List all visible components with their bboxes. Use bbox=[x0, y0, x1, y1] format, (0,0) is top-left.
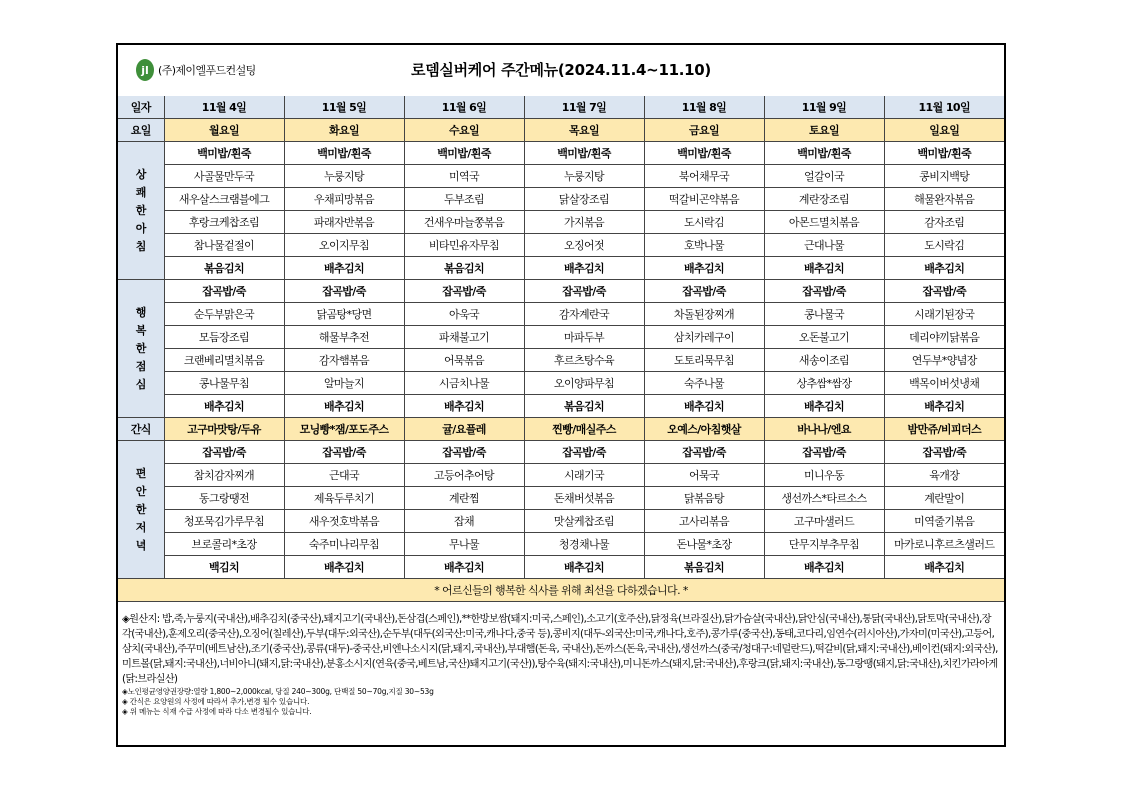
meal-label-char: 점 bbox=[135, 359, 146, 373]
menu-item-cell: 돈채버섯볶음 bbox=[524, 487, 644, 510]
snack-note: ◈ 간식은 요양원의 사정에 따라서 추가,변경 될수 있습니다. bbox=[122, 697, 310, 706]
menu-item-cell: 닭살장조림 bbox=[524, 188, 644, 211]
lunch-row bbox=[118, 395, 1004, 418]
weekday-row bbox=[118, 119, 1004, 142]
menu-item-cell: 잡곡밥/죽 bbox=[404, 280, 524, 303]
menu-item-cell: 도시락김 bbox=[644, 211, 764, 234]
meal-label-char: 심 bbox=[135, 377, 146, 391]
menu-item-cell: 볶음김치 bbox=[644, 556, 764, 579]
menu-item-cell: 근대나물 bbox=[764, 234, 884, 257]
menu-item-cell: 잡곡밥/죽 bbox=[164, 441, 284, 464]
menu-item-cell: 배추김치 bbox=[884, 395, 1004, 418]
menu-item-cell: 단무지부추무침 bbox=[764, 533, 884, 556]
footer-notes bbox=[118, 606, 1004, 745]
dinner-row bbox=[118, 487, 1004, 510]
menu-item-cell: 건새우마늘쫑볶음 bbox=[404, 211, 524, 234]
menu-item-cell: 청경채나물 bbox=[524, 533, 644, 556]
weekday-cell: 화요일 bbox=[284, 119, 404, 142]
menu-item-cell: 파채불고기 bbox=[404, 326, 524, 349]
date-cell: 11월 6일 bbox=[404, 96, 524, 119]
weekday-cell: 목요일 bbox=[524, 119, 644, 142]
menu-item-cell: 연두부*양념장 bbox=[884, 349, 1004, 372]
menu-item-cell: 미니우동 bbox=[764, 464, 884, 487]
snack-cell: 귤/요플레 bbox=[404, 418, 524, 441]
menu-change-note: ◈ 위 메뉴는 식재 수급 사정에 따라 다소 변경될수 있습니다. bbox=[122, 707, 312, 716]
jl-logo-icon: jl bbox=[136, 59, 154, 81]
menu-item-cell: 백미밥/흰죽 bbox=[524, 142, 644, 165]
menu-item-cell: 잡곡밥/죽 bbox=[524, 441, 644, 464]
menu-item-cell: 파래자반볶음 bbox=[284, 211, 404, 234]
dinner-row bbox=[118, 533, 1004, 556]
menu-item-cell: 잡곡밥/죽 bbox=[524, 280, 644, 303]
menu-item-cell: 우채피망볶음 bbox=[284, 188, 404, 211]
menu-item-cell: 제육두루치기 bbox=[284, 487, 404, 510]
menu-item-cell: 배추김치 bbox=[644, 395, 764, 418]
menu-item-cell: 후르츠탕수육 bbox=[524, 349, 644, 372]
breakfast-row bbox=[118, 257, 1004, 280]
snack-cell: 찐빵/매실주스 bbox=[524, 418, 644, 441]
meal-label-char: 한 bbox=[135, 502, 146, 516]
menu-item-cell: 떡갈비곤약볶음 bbox=[644, 188, 764, 211]
meal-label-char: 편 bbox=[135, 466, 146, 480]
menu-item-cell: 삼치카레구이 bbox=[644, 326, 764, 349]
menu-item-cell: 오이지무침 bbox=[284, 234, 404, 257]
menu-item-cell: 백김치 bbox=[164, 556, 284, 579]
menu-item-cell: 미역줄기볶음 bbox=[884, 510, 1004, 533]
menu-item-cell: 미역국 bbox=[404, 165, 524, 188]
menu-item-cell: 볶음김치 bbox=[404, 257, 524, 280]
menu-item-cell: 상추쌈*쌈장 bbox=[764, 372, 884, 395]
menu-item-cell: 얼갈이국 bbox=[764, 165, 884, 188]
menu-sheet bbox=[116, 43, 1006, 747]
menu-item-cell: 맛살케찹조림 bbox=[524, 510, 644, 533]
menu-item-cell: 배추김치 bbox=[404, 395, 524, 418]
dinner-row bbox=[118, 441, 1004, 464]
menu-item-cell: 고구마샐러드 bbox=[764, 510, 884, 533]
menu-item-cell: 콩비지백탕 bbox=[884, 165, 1004, 188]
meal-label-char: 한 bbox=[135, 341, 146, 355]
weekday-cell: 월요일 bbox=[164, 119, 284, 142]
weekday-cell: 금요일 bbox=[644, 119, 764, 142]
snack-cell: 오예스/아침햇살 bbox=[644, 418, 764, 441]
menu-item-cell: 잡곡밥/죽 bbox=[644, 280, 764, 303]
menu-item-cell: 배추김치 bbox=[284, 395, 404, 418]
menu-item-cell: 숙주미나리무침 bbox=[284, 533, 404, 556]
lunch-row bbox=[118, 349, 1004, 372]
menu-item-cell: 볶음김치 bbox=[524, 395, 644, 418]
lunch-label bbox=[118, 280, 164, 418]
menu-item-cell: 배추김치 bbox=[284, 257, 404, 280]
menu-item-cell: 북어채무국 bbox=[644, 165, 764, 188]
menu-item-cell: 모듬장조림 bbox=[164, 326, 284, 349]
meal-label-char: 쾌 bbox=[135, 185, 146, 199]
menu-item-cell: 가지볶음 bbox=[524, 211, 644, 234]
menu-item-cell: 어묵국 bbox=[644, 464, 764, 487]
menu-item-cell: 잡곡밥/죽 bbox=[404, 441, 524, 464]
weekly-menu-table bbox=[118, 96, 1004, 602]
menu-item-cell: 비타민유자무침 bbox=[404, 234, 524, 257]
menu-item-cell: 호박나물 bbox=[644, 234, 764, 257]
menu-item-cell: 마카로니후르츠샐러드 bbox=[884, 533, 1004, 556]
snack-cell: 밤만쥬/비피더스 bbox=[884, 418, 1004, 441]
menu-item-cell: 사골물만두국 bbox=[164, 165, 284, 188]
meal-label-char: 복 bbox=[135, 323, 146, 337]
dinner-row bbox=[118, 510, 1004, 533]
menu-item-cell: 근대국 bbox=[284, 464, 404, 487]
menu-item-cell: 콩나물무침 bbox=[164, 372, 284, 395]
date-cell: 11월 5일 bbox=[284, 96, 404, 119]
menu-item-cell: 브로콜리*초장 bbox=[164, 533, 284, 556]
menu-item-cell: 도시락김 bbox=[884, 234, 1004, 257]
menu-item-cell: 계란찜 bbox=[404, 487, 524, 510]
date-cell: 11월 7일 bbox=[524, 96, 644, 119]
menu-item-cell: 잡곡밥/죽 bbox=[884, 441, 1004, 464]
menu-item-cell: 후랑크케찹조림 bbox=[164, 211, 284, 234]
date-label: 일자 bbox=[118, 96, 164, 119]
menu-item-cell: 감자조림 bbox=[884, 211, 1004, 234]
weekday-cell: 일요일 bbox=[884, 119, 1004, 142]
dinner-label bbox=[118, 441, 164, 579]
menu-item-cell: 백미밥/흰죽 bbox=[404, 142, 524, 165]
meal-label-char: 저 bbox=[135, 520, 146, 534]
weekday-label: 요일 bbox=[118, 119, 164, 142]
menu-item-cell: 누룽지탕 bbox=[284, 165, 404, 188]
menu-item-cell: 백미밥/흰죽 bbox=[884, 142, 1004, 165]
lunch-row bbox=[118, 372, 1004, 395]
menu-item-cell: 새송이조림 bbox=[764, 349, 884, 372]
menu-item-cell: 해물부추전 bbox=[284, 326, 404, 349]
menu-item-cell: 백미밥/흰죽 bbox=[164, 142, 284, 165]
menu-item-cell: 오이양파무침 bbox=[524, 372, 644, 395]
menu-item-cell: 잡곡밥/죽 bbox=[884, 280, 1004, 303]
menu-item-cell: 데리야끼닭볶음 bbox=[884, 326, 1004, 349]
weekday-cell: 토요일 bbox=[764, 119, 884, 142]
menu-item-cell: 배추김치 bbox=[884, 556, 1004, 579]
meal-label-char: 아 bbox=[135, 221, 146, 235]
menu-item-cell: 오돈불고기 bbox=[764, 326, 884, 349]
meal-label-char: 안 bbox=[135, 484, 146, 498]
date-row bbox=[118, 96, 1004, 119]
breakfast-row bbox=[118, 211, 1004, 234]
menu-item-cell: 차돌된장찌개 bbox=[644, 303, 764, 326]
menu-item-cell: 잡곡밥/죽 bbox=[284, 441, 404, 464]
menu-item-cell: 백미밥/흰죽 bbox=[764, 142, 884, 165]
menu-item-cell: 무나물 bbox=[404, 533, 524, 556]
menu-item-cell: 아몬드멸치볶음 bbox=[764, 211, 884, 234]
menu-item-cell: 배추김치 bbox=[644, 257, 764, 280]
weekday-cell: 수요일 bbox=[404, 119, 524, 142]
menu-item-cell: 고등어추어탕 bbox=[404, 464, 524, 487]
company-name: (주)제이엘푸드컨설팅 bbox=[158, 64, 256, 77]
header bbox=[118, 45, 1004, 97]
menu-item-cell: 감자햄볶음 bbox=[284, 349, 404, 372]
menu-item-cell: 배추김치 bbox=[764, 556, 884, 579]
menu-item-cell: 잡곡밥/죽 bbox=[284, 280, 404, 303]
menu-item-cell: 알마늘지 bbox=[284, 372, 404, 395]
snack-row bbox=[118, 418, 1004, 441]
breakfast-label bbox=[118, 142, 164, 280]
snack-cell: 고구마맛탕/두유 bbox=[164, 418, 284, 441]
date-cell: 11월 9일 bbox=[764, 96, 884, 119]
menu-item-cell: 배추김치 bbox=[764, 395, 884, 418]
menu-item-cell: 시래기국 bbox=[524, 464, 644, 487]
origin-info: ◈원산지: 밥,죽,누룽지(국내산),배추김치(중국산),돼지고기(국내산),돈삼겹(스페인),**한방보쌈(돼지:미국,스페인),소고기(호주산),닭정육(브라질산),닭가슴살(국내산),닭안심(국내산),통닭(국내산),닭토막(국내산),장각(국내산),훈제오리(중국산),오징어(칠레산),두부(대두:외국산),순두부(대두(외국산:미국,캐나다,중국 등),콩비지(대두-외국산:미국,캐나다,호주),콩가루(중국산),동태,코다리,임연수(러시아산),가자미(미국산),고등어,삼치(국내산),주꾸미(베트남산),조기(중국산),콩류(대두)-중국산,비엔나소시지(닭,돼지,국내산),부대햄(돈육, 국내산),돈까스(돈육,국내산),생선까스(중국/청대구:네덜란드),떡갈비(닭,돼지:국내산),베이컨(돼지:외국산),미트볼(닭,돼지:국내산),너비아니(돼지,닭:국내산),분홍소시지(연육(중국,베트남,국산)돼지고기(국산)),탕수육(돼지:국내산),미니돈까스(돼지,닭:국내산),후랑크(닭,돼지:국내산),동그랑땡(돼지,닭:국내산),치킨가라아게(닭:브라실산) bbox=[122, 614, 998, 685]
menu-item-cell: 누룽지탕 bbox=[524, 165, 644, 188]
menu-item-cell: 도토리묵무침 bbox=[644, 349, 764, 372]
snack-label: 간식 bbox=[118, 418, 164, 441]
menu-item-cell: 배추김치 bbox=[524, 556, 644, 579]
menu-item-cell: 참나물겉절이 bbox=[164, 234, 284, 257]
message-row bbox=[118, 579, 1004, 602]
nutrition-note: ◈노인평균영양권장량:열량 1,800~2,000kcal, 당질 240~300g, 단백질 50~70g,지질 30~53g bbox=[122, 687, 434, 696]
menu-item-cell: 아욱국 bbox=[404, 303, 524, 326]
menu-item-cell: 두부조림 bbox=[404, 188, 524, 211]
menu-item-cell: 돈나물*초장 bbox=[644, 533, 764, 556]
menu-item-cell: 해물완자볶음 bbox=[884, 188, 1004, 211]
breakfast-row bbox=[118, 234, 1004, 257]
menu-item-cell: 백목이버섯냉채 bbox=[884, 372, 1004, 395]
meal-label-char: 상 bbox=[135, 167, 146, 181]
menu-item-cell: 백미밥/흰죽 bbox=[644, 142, 764, 165]
menu-item-cell: 배추김치 bbox=[524, 257, 644, 280]
meal-label-char: 침 bbox=[135, 239, 146, 253]
menu-item-cell: 잡곡밥/죽 bbox=[644, 441, 764, 464]
menu-item-cell: 잡곡밥/죽 bbox=[764, 441, 884, 464]
breakfast-row bbox=[118, 165, 1004, 188]
lunch-row bbox=[118, 280, 1004, 303]
menu-item-cell: 청포묵김가루무침 bbox=[164, 510, 284, 533]
menu-item-cell: 오징어젓 bbox=[524, 234, 644, 257]
menu-item-cell: 숙주나물 bbox=[644, 372, 764, 395]
snack-cell: 모닝빵*잼/포도주스 bbox=[284, 418, 404, 441]
menu-item-cell: 배추김치 bbox=[884, 257, 1004, 280]
menu-item-cell: 배추김치 bbox=[764, 257, 884, 280]
breakfast-row bbox=[118, 142, 1004, 165]
menu-item-cell: 닭볶음탕 bbox=[644, 487, 764, 510]
menu-item-cell: 백미밥/흰죽 bbox=[284, 142, 404, 165]
menu-item-cell: 계란장조림 bbox=[764, 188, 884, 211]
menu-item-cell: 새우젓호박볶음 bbox=[284, 510, 404, 533]
date-cell: 11월 10일 bbox=[884, 96, 1004, 119]
menu-item-cell: 배추김치 bbox=[284, 556, 404, 579]
menu-item-cell: 콩나물국 bbox=[764, 303, 884, 326]
dinner-row bbox=[118, 464, 1004, 487]
menu-item-cell: 순두부맑은국 bbox=[164, 303, 284, 326]
menu-item-cell: 시래기된장국 bbox=[884, 303, 1004, 326]
menu-item-cell: 배추김치 bbox=[404, 556, 524, 579]
menu-item-cell: 새우살스크램블에그 bbox=[164, 188, 284, 211]
breakfast-row bbox=[118, 188, 1004, 211]
menu-item-cell: 고사리볶음 bbox=[644, 510, 764, 533]
page-title: 로뎀실버케어 주간메뉴(2024.11.4~11.10) bbox=[411, 61, 711, 79]
meal-label-char: 행 bbox=[135, 305, 146, 319]
menu-item-cell: 시금치나물 bbox=[404, 372, 524, 395]
lunch-row bbox=[118, 326, 1004, 349]
menu-item-cell: 감자계란국 bbox=[524, 303, 644, 326]
menu-item-cell: 크랜베리멸치볶음 bbox=[164, 349, 284, 372]
meal-label-char: 녁 bbox=[135, 538, 146, 552]
menu-item-cell: 참치감자찌개 bbox=[164, 464, 284, 487]
menu-item-cell: 마파두부 bbox=[524, 326, 644, 349]
menu-item-cell: 육개장 bbox=[884, 464, 1004, 487]
menu-item-cell: 계란말이 bbox=[884, 487, 1004, 510]
date-cell: 11월 4일 bbox=[164, 96, 284, 119]
menu-item-cell: 닭곰탕*당면 bbox=[284, 303, 404, 326]
meal-label-char: 한 bbox=[135, 203, 146, 217]
menu-item-cell: 생선까스*타르소스 bbox=[764, 487, 884, 510]
message-cell: * 어르신들의 행복한 식사를 위해 최선을 다하겠습니다. * bbox=[118, 579, 1004, 602]
menu-item-cell: 잡곡밥/죽 bbox=[764, 280, 884, 303]
menu-item-cell: 잡곡밥/죽 bbox=[164, 280, 284, 303]
date-cell: 11월 8일 bbox=[644, 96, 764, 119]
menu-item-cell: 볶음김치 bbox=[164, 257, 284, 280]
snack-cell: 바나나/엔요 bbox=[764, 418, 884, 441]
menu-item-cell: 어묵볶음 bbox=[404, 349, 524, 372]
menu-item-cell: 잡채 bbox=[404, 510, 524, 533]
menu-item-cell: 배추김치 bbox=[164, 395, 284, 418]
dinner-row bbox=[118, 556, 1004, 579]
menu-item-cell: 동그랑땡전 bbox=[164, 487, 284, 510]
lunch-row bbox=[118, 303, 1004, 326]
